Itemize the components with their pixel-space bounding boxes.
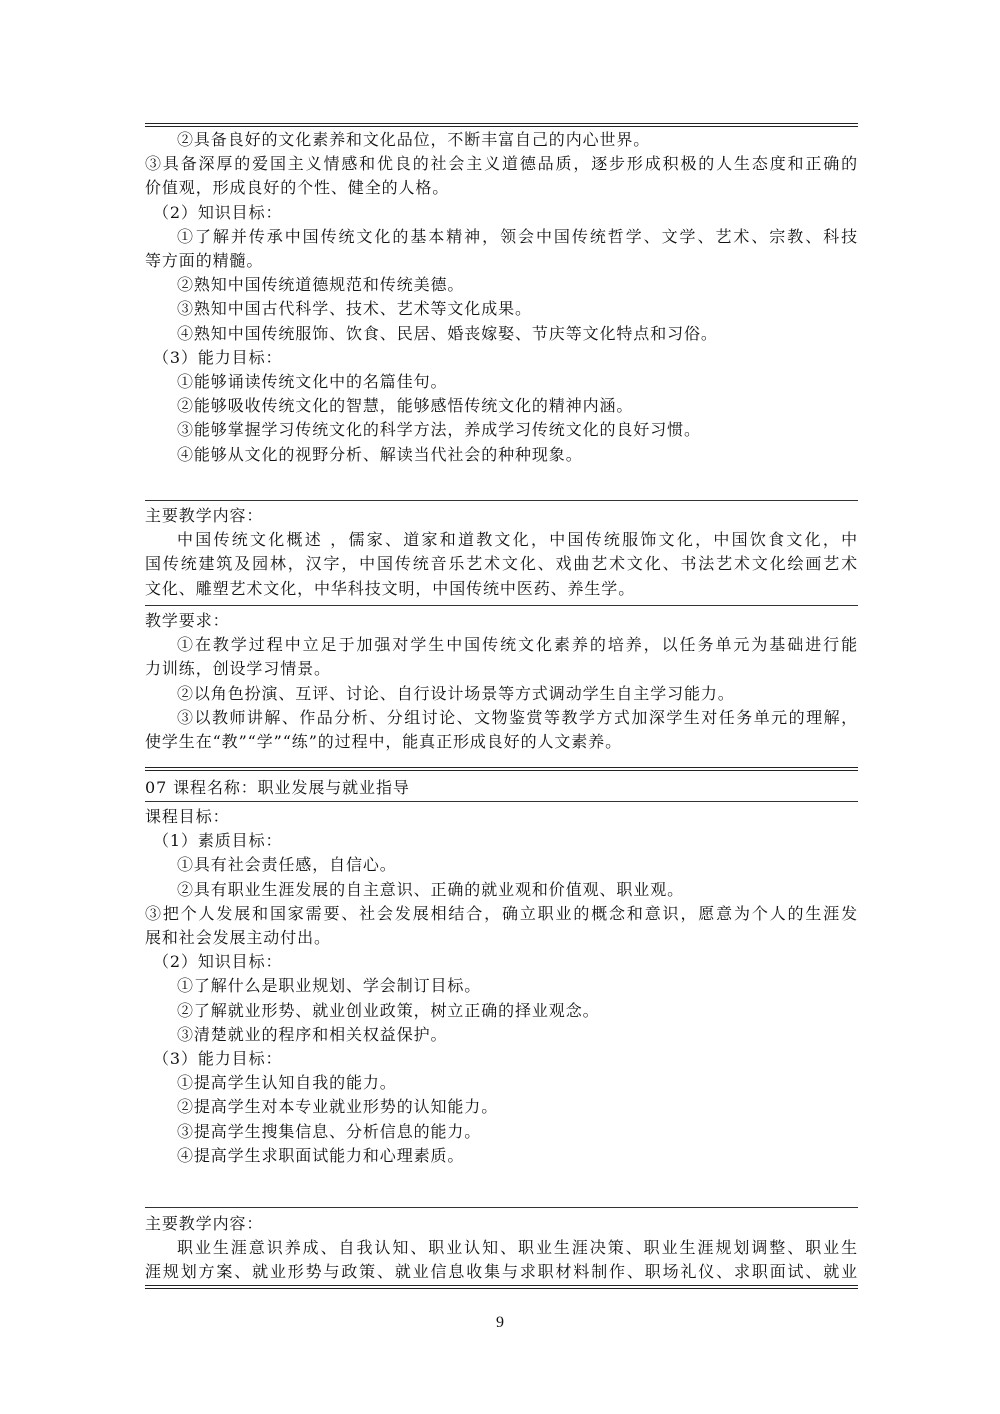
top-double-rule — [145, 123, 858, 127]
text-line: ①了解什么是职业规划、学会制订目标。 — [177, 976, 482, 996]
text-line: ④提高学生求职面试能力和心理素质。 — [177, 1145, 465, 1165]
text-line: ①了解并传承中国传统文化的基本精神，领会中国传统哲学、文学、艺术、宗教、科技 — [177, 226, 858, 246]
text-line: ②能够吸收传统文化的智慧，能够感悟传统文化的精神内涵。 — [177, 396, 634, 416]
section-heading: 主要教学内容： — [145, 506, 264, 525]
text-line: ①具有社会责任感，自信心。 — [177, 855, 397, 875]
text-line: 国传统建筑及园林，汉字，中国传统音乐艺术文化、戏曲艺术文化、书法艺术文化绘画艺术 — [145, 554, 858, 574]
course-title: 07 课程名称：职业发展与就业指导 — [145, 778, 410, 797]
subheading-ability-goals: （3）能力目标： — [153, 347, 283, 367]
bottom-double-rule — [145, 1285, 858, 1289]
text-line: ②以角色扮演、互评、讨论、自行设计场景等方式调动学生自主学习能力。 — [177, 683, 735, 703]
section-heading: 教学要求： — [145, 611, 230, 630]
section-divider — [145, 1207, 858, 1208]
course-07-title-row — [145, 776, 858, 800]
text-line: ④熟知中国传统服饰、饮食、民居、婚丧嫁娶、节庆等文化特点和习俗。 — [177, 323, 718, 343]
text-line: 文化、雕塑艺术文化，中华科技文明，中国传统中医药、养生学。 — [145, 578, 636, 598]
subheading-knowledge-goals: （2）知识目标： — [153, 202, 283, 222]
text-line: ③清楚就业的程序和相关权益保护。 — [177, 1024, 448, 1044]
section-divider — [145, 801, 858, 802]
page-number: 9 — [496, 1314, 504, 1331]
text-line: ①提高学生认知自我的能力。 — [177, 1073, 397, 1093]
text-line: ③提高学生搜集信息、分析信息的能力。 — [177, 1121, 482, 1141]
text-line: ②具有职业生涯发展的自主意识、正确的就业观和价值观、职业观。 — [177, 879, 685, 899]
section-double-rule — [145, 767, 858, 771]
text-line: ③把个人发展和国家需要、社会发展相结合，确立职业的概念和意识，愿意为个人的生涯发 — [145, 903, 858, 923]
course-07-main-content — [145, 1212, 858, 1285]
text-line: ②提高学生对本专业就业形势的认知能力。 — [177, 1097, 499, 1117]
section-heading: 课程目标： — [145, 807, 230, 826]
text-line: ①能够诵读传统文化中的名篇佳句。 — [177, 372, 448, 392]
text-line: ②了解就业形势、就业创业政策，树立正确的择业观念。 — [177, 1000, 600, 1020]
text-line: ②具备良好的文化素养和文化品位，不断丰富自己的内心世界。 — [177, 130, 651, 149]
text-line: ④能够从文化的视野分析、解读当代社会的种种现象。 — [177, 444, 583, 464]
course-06-main-content — [145, 504, 858, 601]
text-line: 等方面的精髓。 — [145, 251, 264, 271]
subheading-quality-goals: （1）素质目标： — [153, 831, 283, 851]
course-06-requirements — [145, 609, 858, 754]
text-line: 价值观，形成良好的个性、健全的人格。 — [145, 178, 450, 198]
text-line: ①在教学过程中立足于加强对学生中国传统文化素养的培养，以任务单元为基础进行能 — [177, 635, 858, 655]
text-line: 涯规划方案、就业形势与政策、就业信息收集与求职材料制作、职场礼仪、求职面试、就业 — [145, 1262, 858, 1282]
text-line: 使学生在“教”“学”“练”的过程中，能真正形成良好的人文素养。 — [145, 732, 622, 752]
section-divider — [145, 500, 858, 501]
course-07-goals — [145, 805, 858, 1168]
text-line: ②熟知中国传统道德规范和传统美德。 — [177, 275, 465, 295]
text-line: 力训练，创设学习情景。 — [145, 659, 331, 679]
text-line: ③以教师讲解、作品分析、分组讨论、文物鉴赏等教学方式加深学生对任务单元的理解， — [177, 707, 858, 727]
section-divider — [145, 605, 858, 606]
text-line: 中国传统文化概述 ，儒家、道家和道教文化，中国传统服饰文化，中国饮食文化，中 — [177, 530, 858, 550]
text-line: ③熟知中国古代科学、技术、艺术等文化成果。 — [177, 299, 532, 319]
section-heading: 主要教学内容： — [145, 1214, 264, 1233]
subheading-knowledge-goals: （2）知识目标： — [153, 952, 283, 972]
course-06-goals-continued — [145, 128, 858, 467]
subheading-ability-goals: （3）能力目标： — [153, 1049, 283, 1069]
text-line: ③能够掌握学习传统文化的科学方法，养成学习传统文化的良好习惯。 — [177, 420, 701, 440]
text-line: 职业生涯意识养成、自我认知、职业认知、职业生涯决策、职业生涯规划调整、职业生 — [177, 1238, 858, 1258]
text-line: 展和社会发展主动付出。 — [145, 928, 331, 948]
text-line: ③具备深厚的爱国主义情感和优良的社会主义道德品质，逐步形成积极的人生态度和正确的 — [145, 154, 858, 174]
